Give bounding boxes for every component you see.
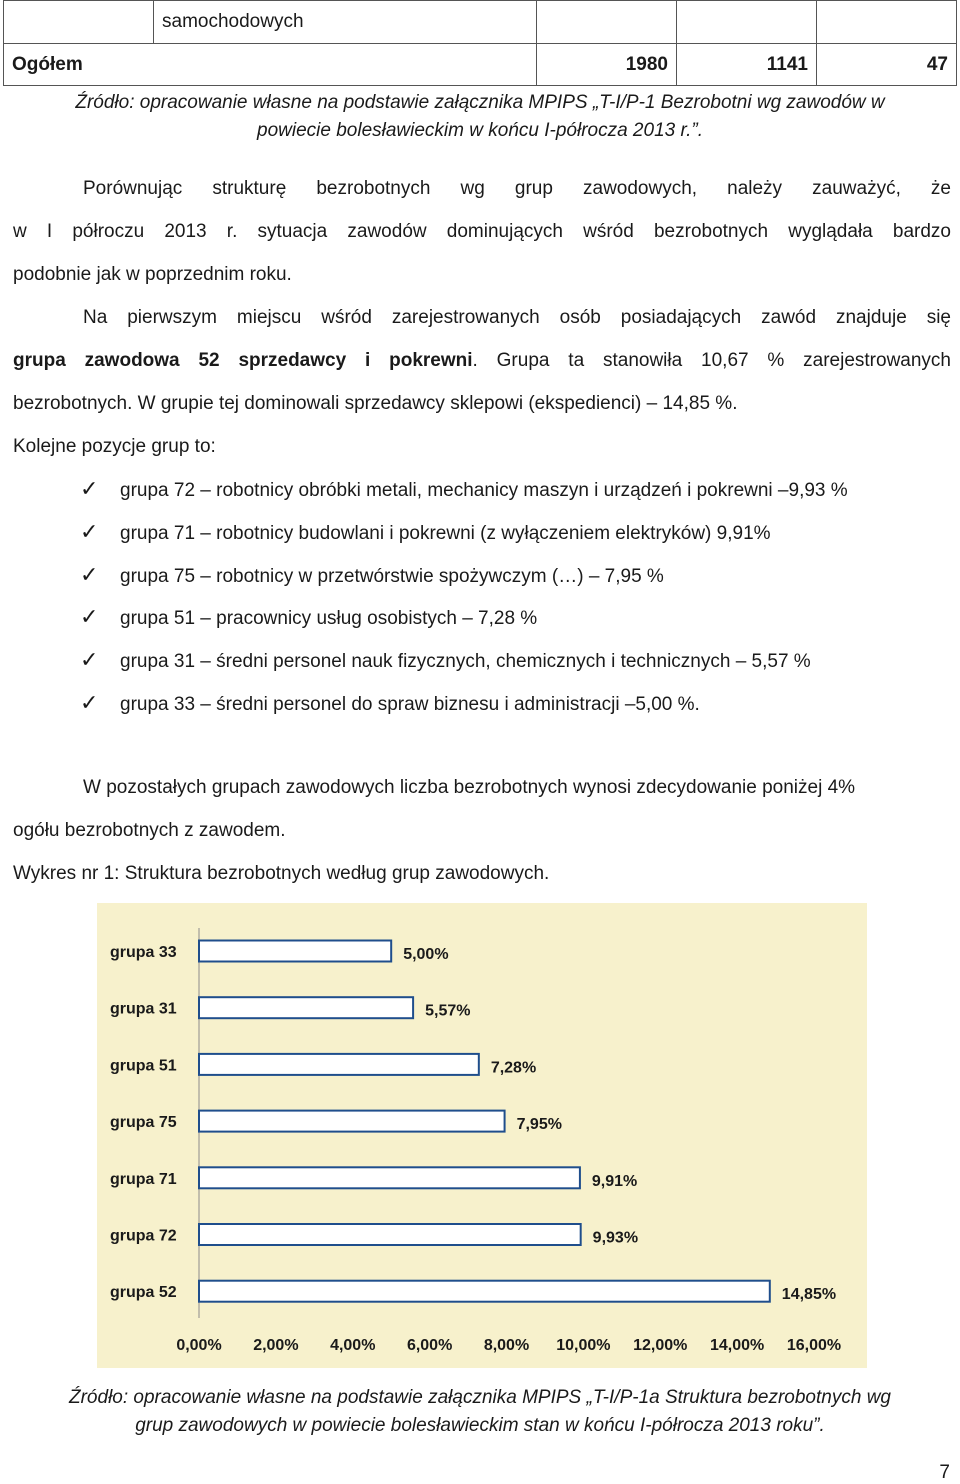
check-icon: ✓ xyxy=(80,476,99,501)
check-icon: ✓ xyxy=(80,562,99,587)
category-label: grupa 72 xyxy=(110,1227,177,1245)
data-label: 9,93% xyxy=(592,1229,639,1247)
source-line: powiecie bolesławieckim w końcu I-półrocza 2013 r.”. xyxy=(257,120,703,141)
paragraph-line: Na pierwszym miejscu wśród zarejestrowanych osób posiadających zawód znajduje się xyxy=(83,307,951,328)
x-tick-label: 10,00% xyxy=(556,1337,611,1354)
category-label: grupa 75 xyxy=(110,1114,177,1132)
total-label: Ogółem xyxy=(4,44,537,86)
paragraph-line: w I półroczu 2013 r. sytuacja zawodów dominujących wśród bezrobotnych wyglądała bardzo xyxy=(13,221,951,242)
paragraph-line: ogółu bezrobotnych z zawodem. xyxy=(13,820,286,841)
source-line: grup zawodowych w powiecie bolesławieckim stan w końcu I-półrocza 2013 roku”. xyxy=(135,1415,825,1436)
paragraph-line: W pozostałych grupach zawodowych liczba bezrobotnych wynosi zdecydowanie poniżej 4% xyxy=(83,777,856,798)
data-label: 7,95% xyxy=(516,1116,562,1134)
list-item-text: grupa 33 – średni personel do spraw biznesu i administracji –5,00 %. xyxy=(120,694,700,715)
category-label: grupa 31 xyxy=(110,1000,177,1018)
x-tick-label: 16,00% xyxy=(786,1337,842,1354)
paragraph-line: Porównując strukturę bezrobotnych wg grup zawodowych, należy zauważyć, że xyxy=(83,178,951,199)
check-icon: ✓ xyxy=(80,647,99,672)
bar xyxy=(199,1281,770,1302)
bar xyxy=(199,1224,581,1245)
data-label: 5,00% xyxy=(403,946,449,963)
total-value: 1141 xyxy=(677,44,817,86)
data-label: 5,57% xyxy=(425,1002,471,1020)
paragraph-line: podobnie jak w poprzednim roku. xyxy=(13,264,292,285)
category-label: grupa 33 xyxy=(110,944,177,961)
data-label: 14,85% xyxy=(781,1286,837,1304)
bar xyxy=(199,1111,505,1132)
total-value: 47 xyxy=(817,44,957,86)
bar xyxy=(199,941,391,962)
chart-caption: Wykres nr 1: Struktura bezrobotnych według grup zawodowych. xyxy=(13,863,550,884)
check-icon: ✓ xyxy=(80,604,99,629)
list-item-text: grupa 31 – średni personel nauk fizycznych, chemicznych i technicznych – 5,57 % xyxy=(120,651,811,672)
table-cell: samochodowych xyxy=(154,1,537,44)
data-label: 9,91% xyxy=(591,1172,638,1190)
bar xyxy=(199,1054,479,1075)
x-tick-label: 4,00% xyxy=(330,1337,376,1354)
list-item-text: grupa 51 – pracownicy usług osobistych – 7,28 % xyxy=(120,608,538,629)
source-note xyxy=(0,1384,960,1440)
data-label: 7,28% xyxy=(490,1059,537,1077)
x-tick-label: 12,00% xyxy=(633,1337,688,1354)
bar xyxy=(199,1167,580,1188)
paragraph-line: Kolejne pozycje grup to: xyxy=(13,436,216,457)
x-tick-label: 6,00% xyxy=(406,1337,453,1354)
bar xyxy=(199,997,413,1018)
x-tick-label: 14,00% xyxy=(709,1337,765,1354)
category-label: grupa 51 xyxy=(110,1057,177,1075)
source-line: Źródło: opracowanie własne na podstawie załącznika MPIPS „T-I/P-1a Struktura bezrobotnych wg xyxy=(69,1387,891,1408)
category-label: grupa 71 xyxy=(110,1170,177,1188)
x-tick-label: 8,00% xyxy=(483,1337,530,1354)
text: . Grupa ta stanowiła 10,67 % zarejestrowanych xyxy=(472,350,951,371)
list-item-text: grupa 75 – robotnicy w przetwórstwie spożywczym (…) – 7,95 % xyxy=(120,566,664,587)
list-item-text: grupa 71 – robotnicy budowlani i pokrewni (z wyłączeniem elektryków) 9,91% xyxy=(120,523,771,544)
bold-text: grupa zawodowa 52 sprzedawcy i pokrewni xyxy=(13,350,473,371)
total-value: 1980 xyxy=(537,44,677,86)
page-number: 7 xyxy=(939,1462,950,1483)
check-icon: ✓ xyxy=(80,690,99,715)
category-label: grupa 52 xyxy=(110,1284,177,1302)
x-tick-label: 2,00% xyxy=(253,1337,299,1354)
check-icon: ✓ xyxy=(80,519,99,544)
source-line: Źródło: opracowanie własne na podstawie załącznika MPIPS „T-I/P-1 Bezrobotni wg zawodów w xyxy=(75,92,885,113)
list-item-text: grupa 72 – robotnicy obróbki metali, mechanicy maszyn i urządzeń i pokrewni –9,93 % xyxy=(120,480,848,501)
paragraph-line: bezrobotnych. W grupie tej dominowali sprzedawcy sklepowi (ekspedienci) – 14,85 %. xyxy=(13,393,738,414)
x-tick-label: 0,00% xyxy=(176,1337,222,1354)
